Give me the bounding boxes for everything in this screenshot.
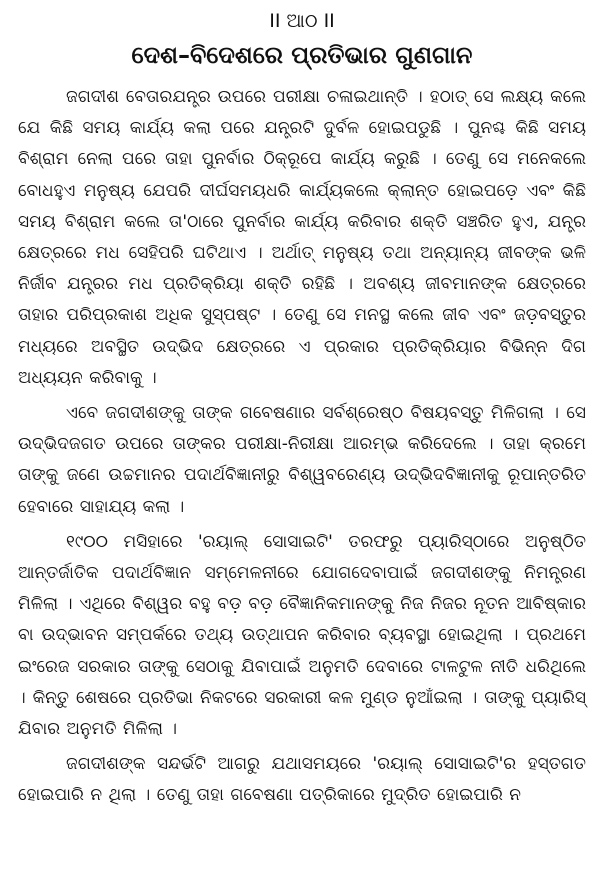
paragraph-3: ୧୯୦୦ ମସିହାରେ 'ରୟାଲ୍ ସୋସାଇଟି' ତରଫରୁ ପ୍ୟାରିସ୍‌ଠାରେ ଅନୁଷ୍ଠିତ ଆନ୍ତର୍ଜାତିକ ପଦାର୍ଥବିଜ୍ଞାନ ସମ୍ମେଳନୀରେ ଯୋଗଦେବାପାଇଁ ଜଗଦୀଶଙ୍କୁ ନିମନ୍ତ୍ରଣ ମିଳିଲା । ଏଥିରେ ବିଶ୍ୱର ବହୁ ବଡ଼ ବଡ଼ ବୈଜ୍ଞାନିକମାନଙ୍କୁ ନିଜ ନିଜର ନୂତନ ଆବିଷ୍କାର ବା ଉଦ୍ଭାବନ ସମ୍ପର୍କରେ ତଥ୍ୟ ଉତ୍‌ଥାପନ କରିବାର ବ୍ୟବସ୍ଥା ହୋଇଥିଲା । ପ୍ରଥମେ ଇଂରେଜ ସରକାର ତାଙ୍କୁ ସେଠାକୁ ଯିବାପାଇଁ ଅନୁମତି ଦେବାରେ ଟାଳଟୁଳ ନୀତି ଧରିଥିଲେ । କିନ୍ତୁ ଶେଷରେ ପ୍ରତିଭା ନିକଟରେ ସରକାରୀ କଳ ମୁଣ୍ଡ ନୁଆଁଇଲା । ତାଙ୍କୁ ପ୍ୟାରିସ୍ ଯିବାର ଅନୁମତି ମିଳିଲା । <box>18 531 586 740</box>
chapter-number: II ଆଠ II <box>269 10 335 32</box>
paragraph-4: ଜଗଦୀଶଙ୍କ ସନ୍ଦର୍ଭଟି ଆଗରୁ ଯଥାସମୟରେ 'ରୟାଲ୍ ସୋସାଇଟି'ର ହସ୍ତଗତ ହୋଇପାରି ନ ଥିଲା । ତେଣୁ ତାହା ଗବେଷଣା ପତ୍ରିକାରେ ମୁଦ୍ରିତ ହୋଇପାରି ନ <box>18 754 586 806</box>
chapter-title: ଦେଶ–ବିଦେଶରେ ପ୍ରତିଭାର ଗୁଣଗାନ <box>131 41 473 69</box>
paragraph-2: ଏବେ ଜଗଦୀଶଙ୍କୁ ତାଙ୍କ ଗବେଷଣାର ସର୍ବଶ୍ରେଷ୍ଠ ବିଷୟବସ୍ତୁ ମିଳିଗଲା । ସେ ଉଦ୍ଭିଦଜଗତ ଉପରେ ତାଙ୍କର ପରୀକ୍ଷା-ନିରୀକ୍ଷା ଆରମ୍ଭ କରିଦେଲେ । ତାହା କ୍ରମେ ତାଙ୍କୁ ଜଣେ ଉଚ୍ଚମାନର ପଦାର୍ଥବିଜ୍ଞାନୀରୁ ବିଶ୍ୱବରେଣ୍ୟ ଉଦ୍ଭିଦବିଜ୍ଞାନୀକୁ ରୂପାନ୍ତରିତ ହେବାରେ ସାହାଯ୍ୟ କଲା । <box>18 403 586 517</box>
paragraph-1: ଜଗଦୀଶ ବେତାରଯନ୍ତ୍ର ଉପରେ ପରୀକ୍ଷା ଚଳାଇଥାନ୍ତି । ହଠାତ୍ ସେ ଲକ୍ଷ୍ୟ କଲେ ଯେ କିଛି ସମୟ କାର୍ଯ୍ୟ କଲା ପରେ ଯନ୍ତ୍ରଟି ଦୁର୍ବଳ ହୋଇପଡୁଛି । ପୁନଶ୍ଚ କିଛି ସମୟ ବିଶ୍ରାମ ନେଲା ପରେ ତାହା ପୁନର୍ବାର ଠିକ୍‌ରୂପେ କାର୍ଯ୍ୟ କରୁଛି । ତେଣୁ ସେ ମନେକଲେ ବୋଧହୁଏ ମନୁଷ୍ୟ ଯେପରି ଦୀର୍ଘସମୟଧରି କାର୍ଯ୍ୟକଲେ କ୍ଲାନ୍ତ ହୋଇପଡ଼େ ଏବଂ କିଛି ସମୟ ବିଶ୍ରାମ କଲେ ତା'ଠାରେ ପୁନର୍ବାର କାର୍ଯ୍ୟ କରିବାର ଶକ୍ତି ସଞ୍ଚରିତ ହୁଏ, ଯନ୍ତ୍ର କ୍ଷେତ୍ରରେ ମଧ ସେହିପରି ଘଟିଥାଏ । ଅର୍ଥାତ୍ ମନୁଷ୍ୟ ତଥା ଅନ୍ୟାନ୍ୟ ଜୀବଙ୍କ ଭଳି ନିର୍ଜୀବ ଯନ୍ତ୍ରର ମଧ ପ୍ରତିକ୍ରିୟା ଶକ୍ତି ରହିଛି । ଅବଶ୍ୟ ଜୀବମାନଙ୍କ କ୍ଷେତ୍ରରେ ତାହାର ପରିପ୍ରକାଶ ଅଧିକ ସୁସ୍ପଷ୍ଟ । ତେଣୁ ସେ ମନସ୍ଥ କଲେ ଜୀବ ଏବଂ ଜଡ଼ବସ୍ତୁର ମଧ୍ୟରେ ଅବସ୍ଥିତ ଉଦ୍ଭିଦ କ୍ଷେତ୍ରରେ ଏ ପ୍ରକାର ପ୍ରତିକ୍ରିୟାର ବିଭିନ୍ନ ଦିଗ ଅଧ୍ୟୟନ କରିବାକୁ । <box>18 87 586 388</box>
